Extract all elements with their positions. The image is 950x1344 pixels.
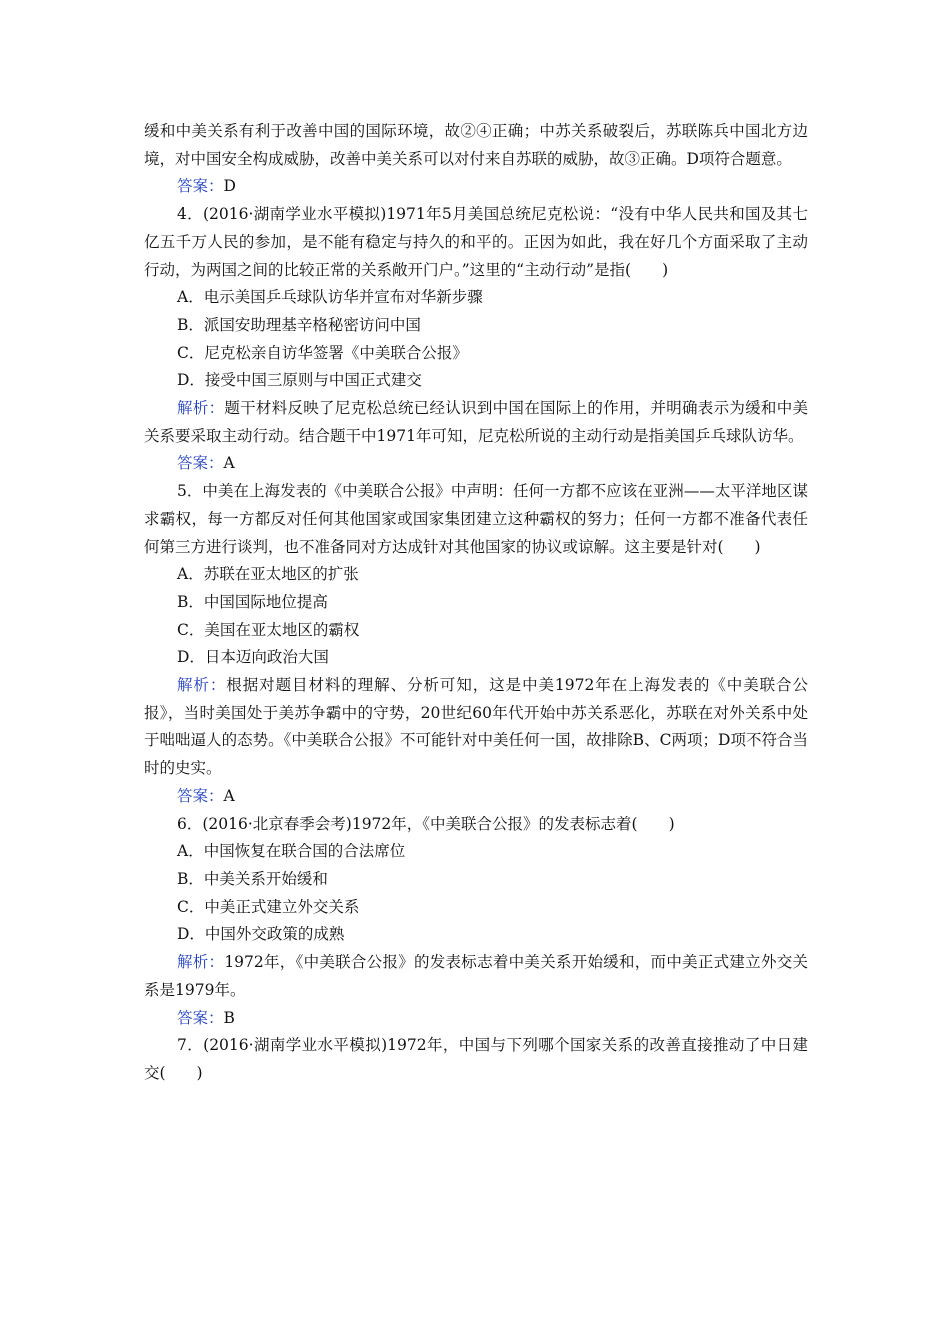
option-q4-c: C．尼克松亲自访华签署《中美联合公报》 xyxy=(177,343,468,362)
option-q5-b: B．中国国际地位提高 xyxy=(177,592,328,611)
question-stem-q5: 5．中美在上海发表的《中美联合公报》中声明：任何一方都不应该在亚洲——太平洋地区谋求霸权，每一方都反对任何其他国家或国家集团建立这种霸权的努力；任何一方都不准备代表任何第三方进行谈判，也不准备同对方达成针对其他国家的协议或谅解。这主要是针对( ) xyxy=(144,482,808,556)
option-q6-c: C．中美正式建立外交关系 xyxy=(177,897,360,916)
analysis-text: 1972年，《中美联合公报》的发表标志着中美关系开始缓和，而中美正式建立外交关系是1979年。 xyxy=(144,953,808,999)
option-q6-b: B．中美关系开始缓和 xyxy=(177,869,328,888)
option-q4-d: D．接受中国三原则与中国正式建交 xyxy=(177,371,422,390)
option-q4-a: A．电示美国乒乓球队访华并宣布对华新步骤 xyxy=(177,288,483,307)
option-q5-c: C．美国在亚太地区的霸权 xyxy=(177,620,360,639)
option-q6-d: D．中国外交政策的成熟 xyxy=(177,925,345,944)
document-page xyxy=(144,118,808,1088)
analysis-label: 解析： xyxy=(177,953,225,972)
answer-line-q6 xyxy=(144,1005,808,1033)
question-stem-q4: 4．(2016·湖南学业水平模拟)1971年5月美国总统尼克松说：“没有中华人民共和国及其七亿五千万人民的参加，是不能有稳定与持久的和平的。正因为如此，我在好几个方面采取了主动行动，为两国之间的比较正常的关系敞开门户。”这里的“主动行动”是指( ) xyxy=(144,205,808,279)
analysis-q5 xyxy=(144,672,808,783)
analysis-label: 解析： xyxy=(177,399,225,418)
paragraph-continuation: 缓和中美关系有利于改善中国的国际环境，故②④正确；中苏关系破裂后，苏联陈兵中国北方边境，对中国安全构成威胁，改善中美关系可以对付来自苏联的威胁，故③正确。D项符合题意。 xyxy=(144,122,808,168)
option-q6-a: A．中国恢复在联合国的合法席位 xyxy=(177,842,406,861)
question-stem-q7: 7．(2016·湖南学业水平模拟)1972年，中国与下列哪个国家关系的改善直接推动了中日建交( ) xyxy=(144,1036,808,1082)
option-q4-b: B．派国安助理基辛格秘密访问中国 xyxy=(177,315,421,334)
answer-value: D xyxy=(223,177,236,196)
option-q5-d: D．日本迈向政治大国 xyxy=(177,648,329,667)
option-q5-a: A．苏联在亚太地区的扩张 xyxy=(177,565,359,584)
answer-line-q5 xyxy=(144,783,808,811)
question-stem-q6: 6．(2016·北京春季会考)1972年，《中美联合公报》的发表标志着( ) xyxy=(177,814,675,833)
answer-label: 答案： xyxy=(177,1008,224,1027)
analysis-text: 题干材料反映了尼克松总统已经认识到中国在国际上的作用，并明确表示为缓和中美关系要采取主动行动。结合题干中1971年可知，尼克松所说的主动行动是指美国乒乓球队访华。 xyxy=(144,399,808,445)
answer-value: B xyxy=(223,1008,235,1027)
answer-label: 答案： xyxy=(177,454,224,473)
analysis-q4 xyxy=(144,395,808,450)
answer-label: 答案： xyxy=(177,177,224,196)
analysis-text: 根据对题目材料的理解、分析可知，这是中美1972年在上海发表的《中美联合公报》，当时美国处于美苏争霸中的守势，20世纪60年代开始中苏关系恶化，苏联在对外关系中处于咄咄逼人的态势。《中美联合公报》不可能针对中美任何一国，故排除B、C两项；D项不符合当时的史实。 xyxy=(144,676,808,778)
answer-line-q4 xyxy=(144,450,808,478)
analysis-q6 xyxy=(144,949,808,1004)
answer-label: 答案： xyxy=(177,786,224,805)
answer-line-q3 xyxy=(144,173,808,201)
answer-value: A xyxy=(223,454,235,473)
analysis-label: 解析： xyxy=(177,676,227,695)
answer-value: A xyxy=(223,786,235,805)
